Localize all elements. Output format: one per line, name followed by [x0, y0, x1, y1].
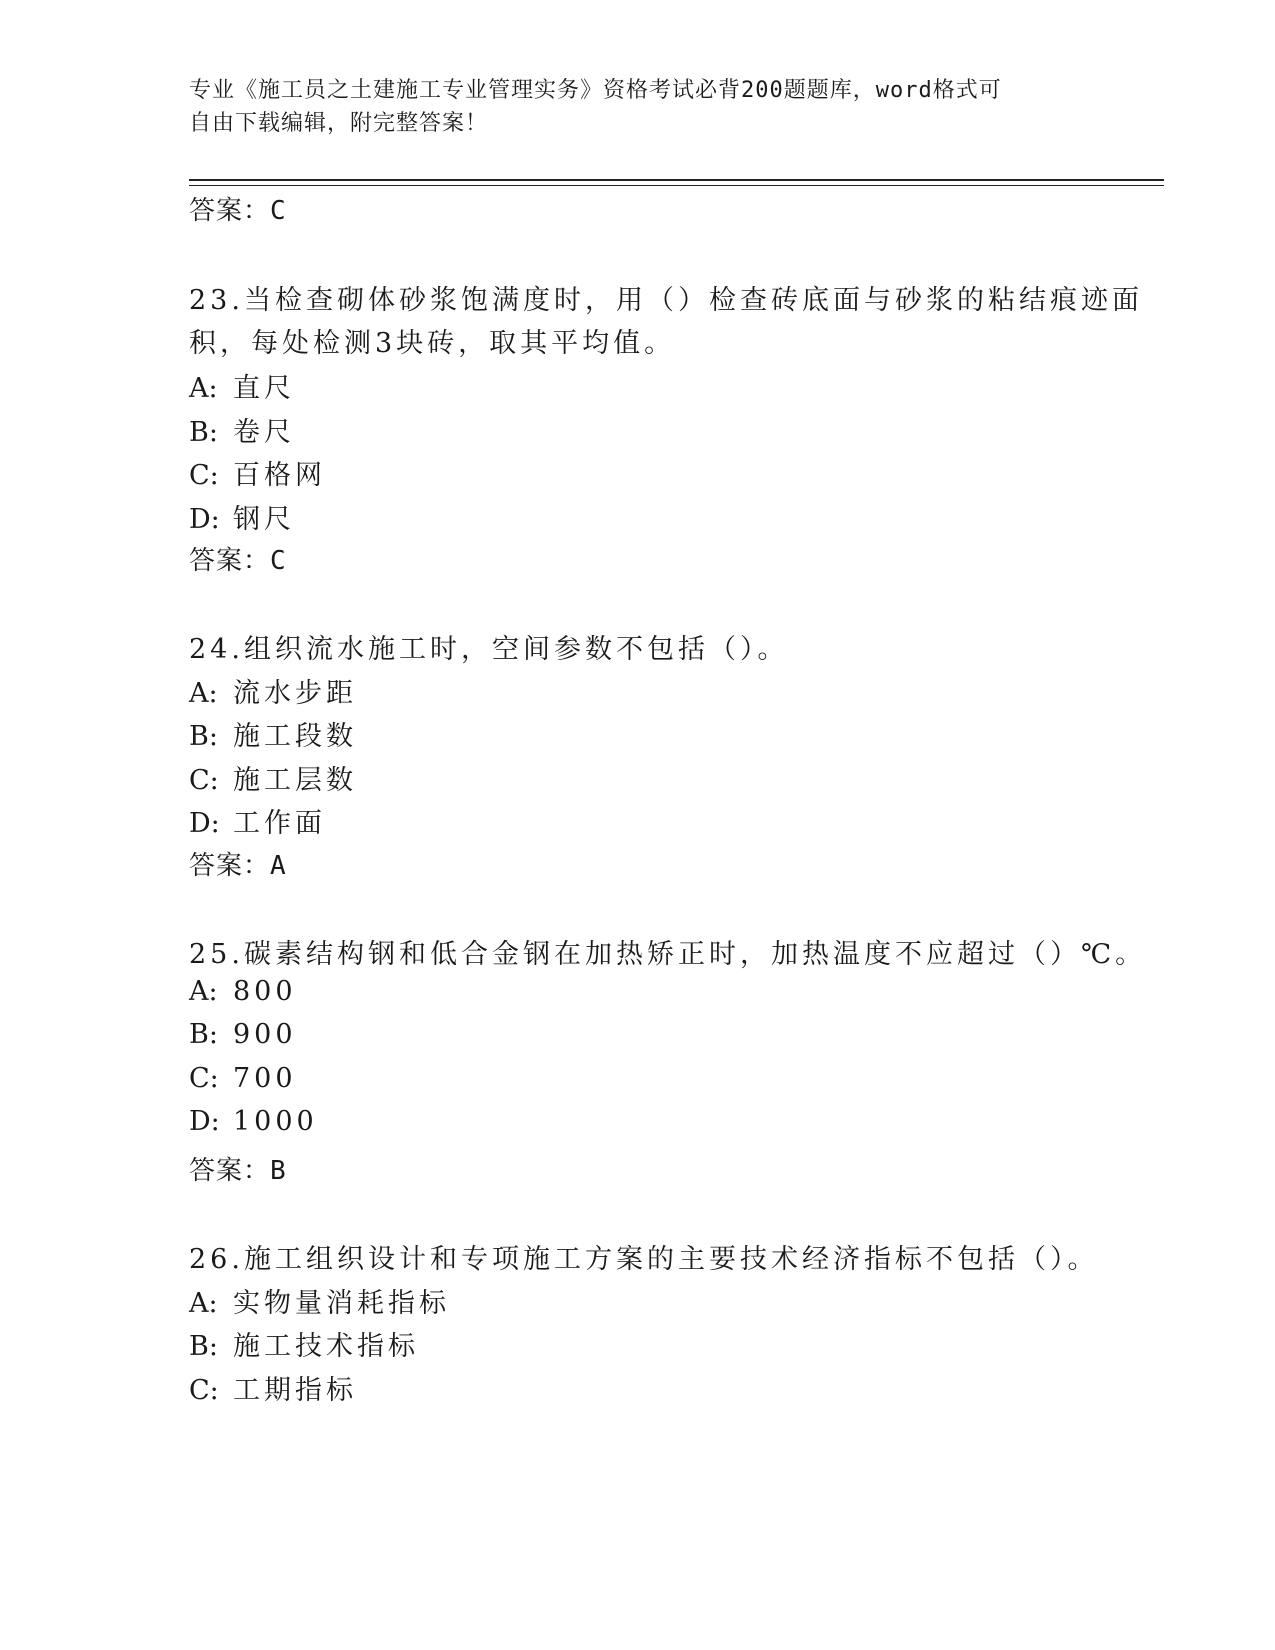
option-b: [189, 1324, 419, 1363]
header-divider-thick: [189, 179, 1164, 181]
option-label: D:: [189, 808, 220, 839]
option-text: 钢尺: [233, 504, 295, 535]
option-a: [189, 1281, 450, 1320]
option-label: C:: [189, 1375, 219, 1406]
option-a: [189, 366, 295, 405]
option-text: 施工技术指标: [233, 1331, 419, 1362]
option-text: 900: [233, 1019, 297, 1050]
option-a: [189, 976, 297, 1007]
question-stem-line: 24.组织流水施工时，空间参数不包括（）。: [189, 634, 789, 665]
option-a: [189, 671, 357, 710]
option-text: 施工层数: [233, 765, 357, 796]
option-d: [189, 497, 295, 536]
option-label: B:: [189, 1019, 218, 1050]
option-text: 1000: [233, 1106, 318, 1137]
option-label: A:: [189, 976, 218, 1007]
option-text: 工期指标: [233, 1375, 357, 1406]
option-text: 800: [233, 976, 297, 1007]
option-c: [189, 453, 326, 492]
question-stem-line: 26.施工组织设计和专项施工方案的主要技术经济指标不包括（）。: [189, 1244, 1099, 1275]
option-label: C:: [189, 1063, 219, 1094]
option-label: C:: [189, 460, 219, 491]
header-divider-thin: [189, 185, 1164, 186]
header-line-2: 自由下载编辑，附完整答案！: [189, 111, 489, 136]
option-label: A:: [189, 678, 218, 709]
option-b: [189, 714, 357, 753]
header-line-1: 专业《施工员之土建施工专业管理实务》资格考试必背200题题库，word格式可: [189, 78, 1002, 103]
option-d: [189, 1106, 318, 1137]
option-text: 流水步距: [233, 678, 357, 709]
option-text: 直尺: [233, 373, 295, 404]
option-c: [189, 1063, 297, 1094]
answer: 答案：B: [189, 1156, 287, 1186]
previous-answer: 答案：C: [189, 196, 287, 226]
option-label: A:: [189, 373, 218, 404]
option-text: 工作面: [233, 808, 326, 839]
option-label: D:: [189, 504, 220, 535]
option-text: 施工段数: [233, 721, 357, 752]
answer: 答案：C: [189, 546, 287, 576]
option-label: A:: [189, 1288, 218, 1319]
option-label: C:: [189, 765, 219, 796]
question-stem-line: 积，每处检测3块砖，取其平均值。: [189, 328, 676, 359]
document-header: [189, 74, 1089, 140]
option-text: 百格网: [233, 460, 326, 491]
question-stem-line: 25.碳素结构钢和低合金钢在加热矫正时，加热温度不应超过（）℃。: [189, 939, 1147, 970]
option-text: 实物量消耗指标: [233, 1288, 450, 1319]
option-text: 卷尺: [233, 417, 295, 448]
option-b: [189, 1019, 297, 1050]
question-stem-line: 23.当检查砌体砂浆饱满度时，用（）检查砖底面与砂浆的粘结痕迹面: [189, 285, 1143, 316]
option-label: B:: [189, 721, 218, 752]
option-label: B:: [189, 1331, 218, 1362]
option-text: 700: [233, 1063, 297, 1094]
option-label: D:: [189, 1106, 220, 1137]
option-d: [189, 801, 326, 840]
option-label: B:: [189, 417, 218, 448]
option-c: [189, 1368, 357, 1407]
answer: 答案：A: [189, 851, 287, 881]
option-b: [189, 410, 295, 449]
option-c: [189, 758, 357, 797]
